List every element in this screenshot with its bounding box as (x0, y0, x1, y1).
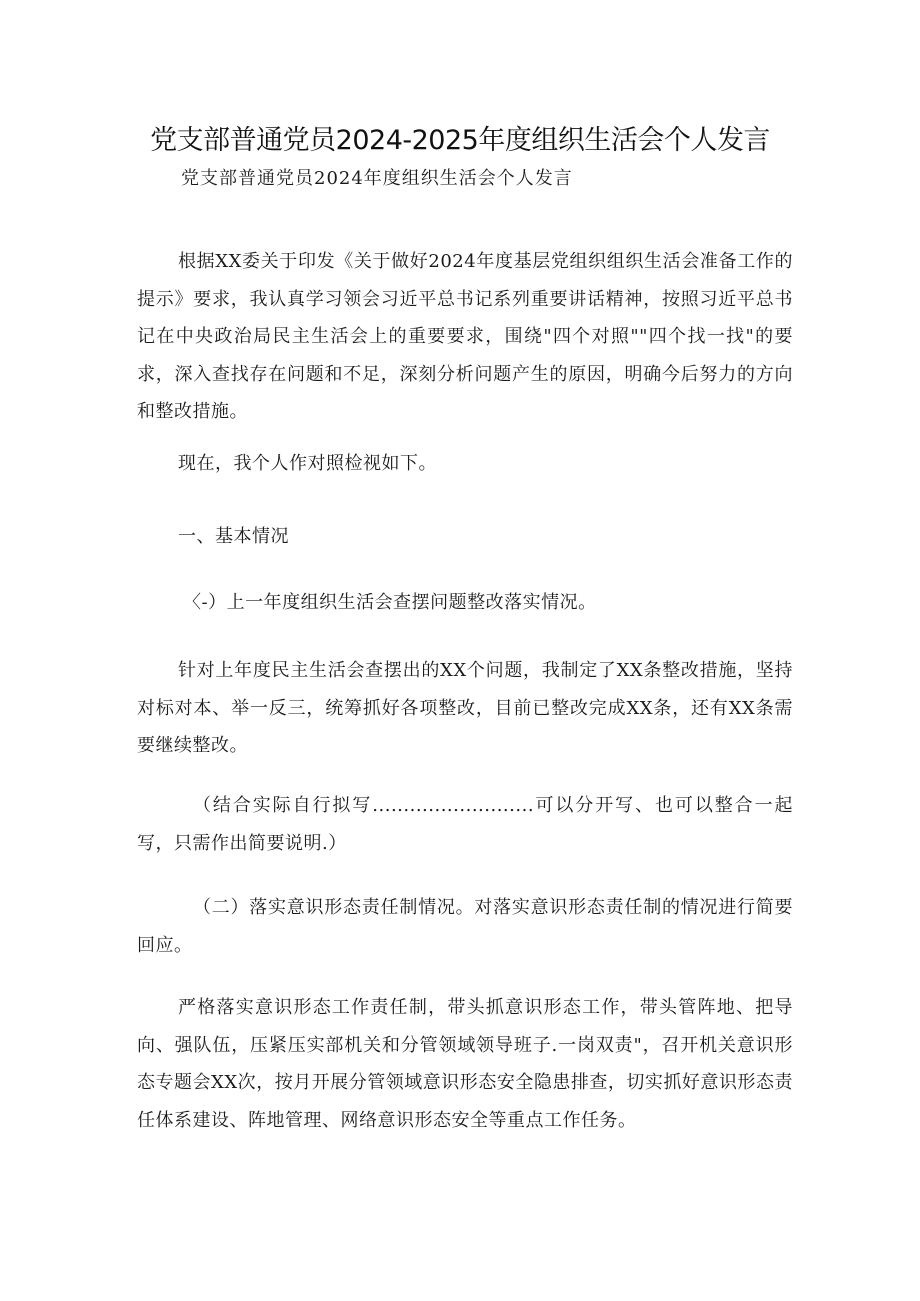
document-title: 党支部普通党员2024-2025年度组织生活会个人发言 (150, 125, 770, 156)
drafting-note-paragraph: （结合实际自行拟写..........................可以分开写、也可以整合一起写，只需作出简要说明.） (137, 795, 793, 854)
ideology-paragraph: 严格落实意识形态工作责任制，带头抓意识形态工作，带头管阵地、把导向、强队伍，压紧压实部机关和分管领域领导班子.一岗双责"，召开机关意识形态专题会XX次，按月开展分管领域意识形态安全隐患排查，切实抓好意识形态责任体系建设、阵地管理、网络意识形态安全等重点工作任务。 (137, 997, 793, 1131)
subsection-heading-ideology: （二）落实意识形态责任制情况。对落实意识形态责任制的情况进行简要回应。 (137, 897, 793, 956)
subsection-heading-rectification: 〈-）上一年度组织生活会查摆问题整改落实情况。 (183, 592, 597, 613)
intro-paragraph: 根据XX委关于印发《关于做好2024年度基层党组织组织生活会准备工作的提示》要求，我认真学习领会习近平总书记系列重要讲话精神，按照习近平总书记在中央政治局民主生活会上的重要要求，围绕"四个对照""四个找一找"的要求，深入查找存在问题和不足，深刻分析问题产生的原因，明确今后努力的方向和整改措施。 (137, 251, 793, 422)
rectification-paragraph: 针对上年度民主生活会查摆出的XX个问题，我制定了XX条整改措施，坚持对标对本、举一反三，统筹抓好各项整改，目前已整改完成XX条，还有XX条需要继续整改。 (137, 660, 793, 756)
section-heading-basic-situation: 一、基本情况 (178, 526, 289, 547)
document-subtitle: 党支部普通党员2024年度组织生活会个人发言 (181, 168, 573, 189)
review-intro-paragraph: 现在，我个人作对照检视如下。 (178, 453, 437, 474)
